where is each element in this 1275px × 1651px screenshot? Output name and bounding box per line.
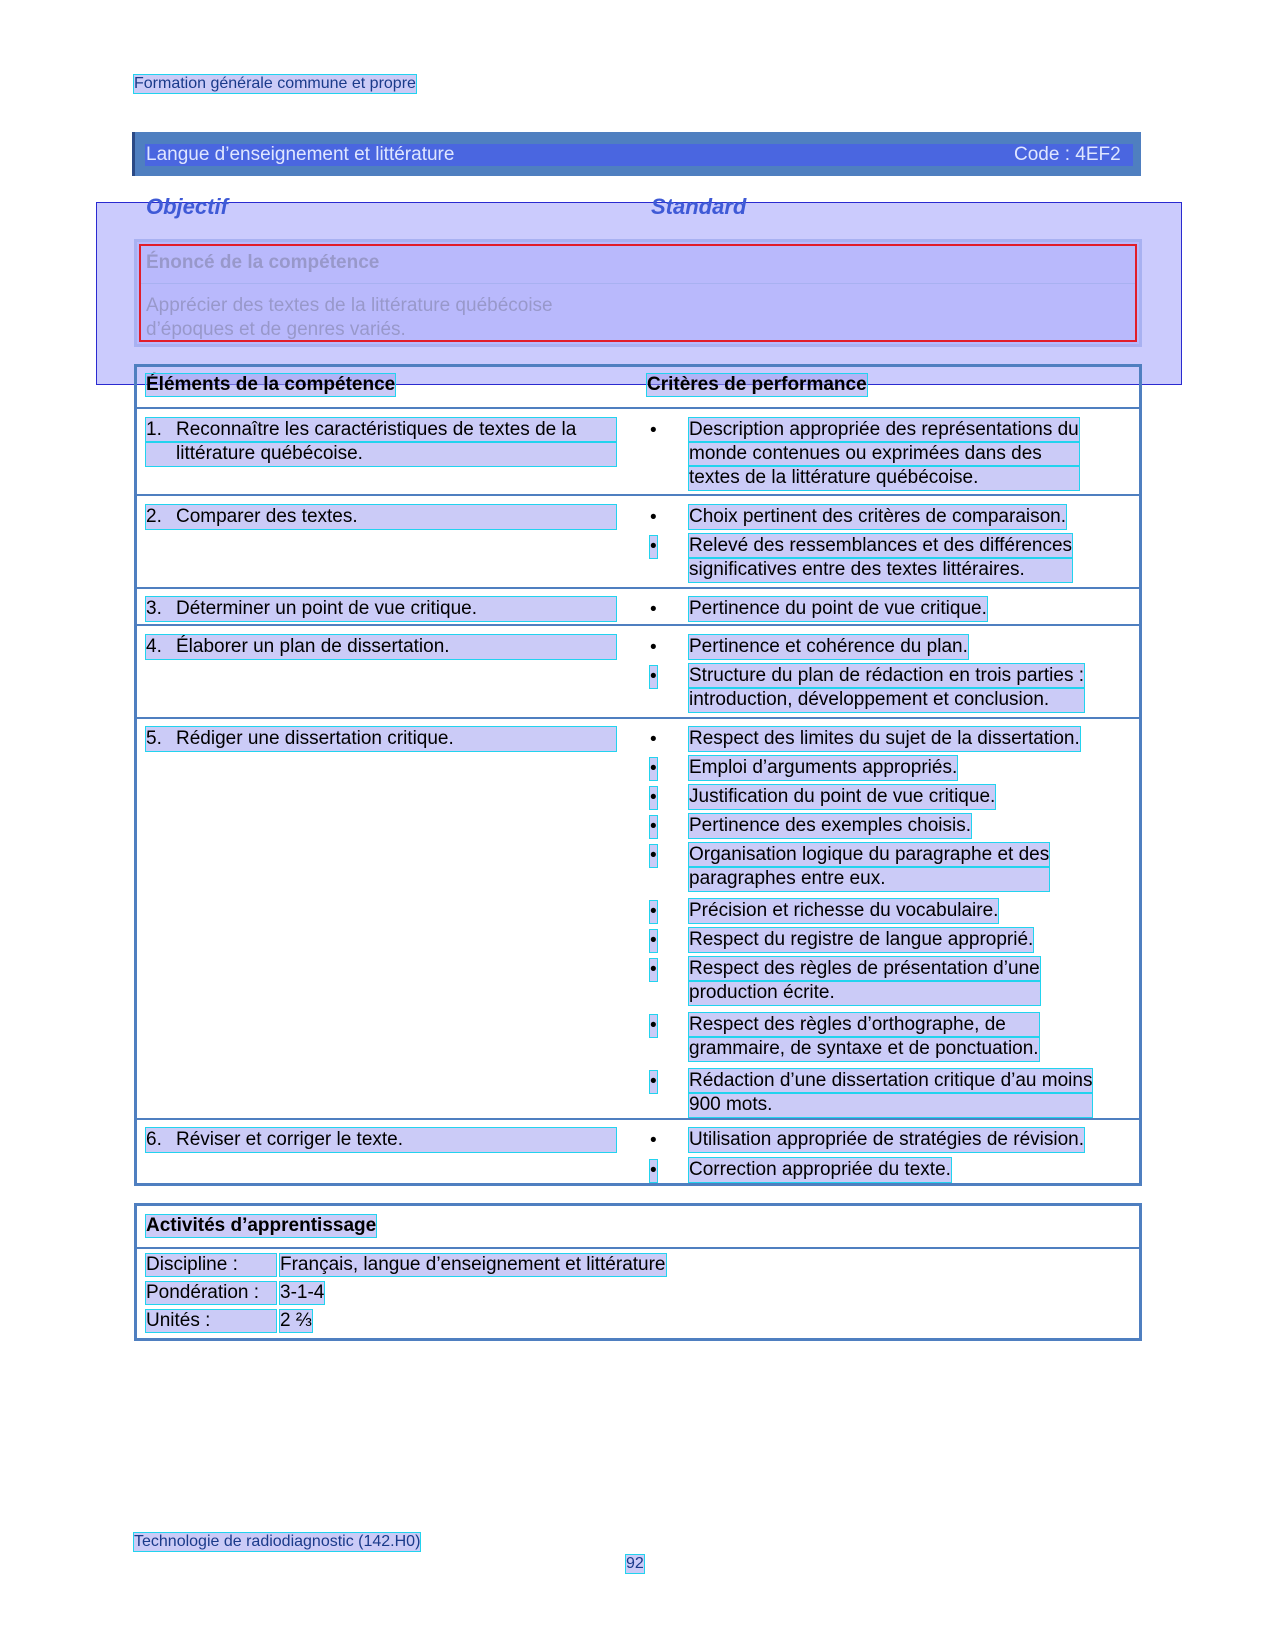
element-number: 1. xyxy=(146,419,162,440)
table-row-element-2 xyxy=(146,505,616,529)
page-number: 92 xyxy=(626,1555,644,1572)
bullet-icon: • xyxy=(650,729,657,750)
bullet-icon: • xyxy=(650,816,657,837)
table-row-element-4 xyxy=(146,635,616,659)
criterion: Pertinence du point de vue critique. xyxy=(689,598,987,619)
criterion: Pertinence et cohérence du plan. xyxy=(689,636,968,657)
criterion-line: Structure du plan de rédaction en trois parties : xyxy=(689,665,1085,686)
discipline-value: Français, langue d’enseignement et littérature xyxy=(280,1254,666,1275)
learning-activities-heading: Activités d’apprentissage xyxy=(146,1215,377,1236)
bullet-icon: • xyxy=(650,758,657,779)
ponderation-label: Pondération : xyxy=(146,1282,276,1304)
element-text: Déterminer un point de vue critique. xyxy=(176,598,477,619)
bullet-icon: • xyxy=(650,420,657,441)
row-divider xyxy=(134,717,1142,719)
criterion: Précision et richesse du vocabulaire. xyxy=(689,900,999,921)
bullet-icon: • xyxy=(650,845,657,866)
criterion-line: Relevé des ressemblances et des différences xyxy=(689,535,1073,556)
element-text: Reconnaître les caractéristiques de textes de la xyxy=(176,419,577,440)
bullet-icon: • xyxy=(650,959,657,980)
criterion-line: Description appropriée des représentations du xyxy=(689,419,1079,440)
criterion: Choix pertinent des critères de comparaison. xyxy=(689,506,1067,527)
criterion xyxy=(689,1013,1039,1061)
ponderation-value: 3-1-4 xyxy=(280,1282,325,1303)
criterion: Emploi d’arguments appropriés. xyxy=(689,757,958,778)
criterion xyxy=(689,1069,1092,1117)
divider xyxy=(134,1247,1142,1249)
standard-label: Standard xyxy=(651,194,747,219)
course-code: Code : 4EF2 xyxy=(1014,144,1121,165)
criterion xyxy=(689,534,1072,582)
criterion-line: paragraphes entre eux. xyxy=(689,867,1049,891)
selected-region-outline xyxy=(139,244,1137,342)
element-number: 2. xyxy=(146,506,162,527)
table-row-element-1 xyxy=(146,418,616,466)
course-title: Langue d’enseignement et littérature xyxy=(146,144,455,165)
column-header-criteria: Critères de performance xyxy=(647,374,867,395)
criterion-line: introduction, développement et conclusion. xyxy=(689,688,1084,712)
criterion xyxy=(689,957,1040,1005)
criterion: Justification du point de vue critique. xyxy=(689,786,996,807)
discipline-label: Discipline : xyxy=(146,1254,276,1276)
criterion-line: monde contenues ou exprimées dans des xyxy=(689,442,1079,466)
element-text: Élaborer un plan de dissertation. xyxy=(176,636,450,657)
criterion-line: grammaire, de syntaxe et de ponctuation. xyxy=(689,1038,1039,1059)
bullet-icon: • xyxy=(650,787,657,808)
table-row-element-5 xyxy=(146,727,616,751)
criterion: Respect du registre de langue approprié. xyxy=(689,929,1034,950)
bullet-icon: • xyxy=(650,637,657,658)
criterion-line: production écrite. xyxy=(689,981,1040,1005)
element-number: 4. xyxy=(146,636,162,657)
criterion xyxy=(689,418,1079,490)
column-header-elements: Éléments de la compétence xyxy=(146,374,396,395)
footer-program: Technologie de radiodiagnostic (142.H0) xyxy=(134,1533,421,1550)
bullet-icon: • xyxy=(650,536,657,557)
element-number: 6. xyxy=(146,1129,162,1150)
criterion: Respect des limites du sujet de la dissertation. xyxy=(689,728,1080,749)
criterion-line: Organisation logique du paragraphe et des xyxy=(689,844,1050,865)
criterion: Pertinence des exemples choisis. xyxy=(689,815,971,836)
criterion xyxy=(689,843,1049,891)
criterion-line: textes de la littérature québécoise. xyxy=(689,466,1079,490)
bullet-icon: • xyxy=(650,1160,657,1181)
element-number: 5. xyxy=(146,728,162,749)
criterion xyxy=(689,664,1084,712)
row-divider xyxy=(134,407,1142,409)
bullet-icon: • xyxy=(650,901,657,922)
criterion: Correction appropriée du texte. xyxy=(689,1159,951,1180)
criterion-line: significatives entre des textes littéraires. xyxy=(689,558,1072,582)
criterion-line: Rédaction d’une dissertation critique d’au moins xyxy=(689,1070,1093,1091)
criterion-line: Respect des règles d’orthographe, de xyxy=(689,1013,1039,1037)
row-divider xyxy=(134,1118,1142,1120)
element-text: Rédiger une dissertation critique. xyxy=(176,728,454,749)
bullet-icon: • xyxy=(650,666,657,687)
element-number: 3. xyxy=(146,598,162,619)
bullet-icon: • xyxy=(650,599,657,620)
row-divider xyxy=(134,624,1142,626)
element-text: Comparer des textes. xyxy=(176,506,358,527)
criterion: Utilisation appropriée de stratégies de révision. xyxy=(689,1129,1084,1150)
element-text: littérature québécoise. xyxy=(146,442,616,466)
bullet-icon: • xyxy=(650,1071,657,1092)
bullet-icon: • xyxy=(650,930,657,951)
criterion-line: Respect des règles de présentation d’une xyxy=(689,958,1040,979)
unites-label: Unités : xyxy=(146,1310,276,1332)
objectif-label: Objectif xyxy=(146,194,228,219)
table-row-element-6 xyxy=(146,1128,616,1152)
table-row-element-3 xyxy=(146,597,616,621)
criterion-line: 900 mots. xyxy=(689,1093,1092,1117)
element-text: Réviser et corriger le texte. xyxy=(176,1129,404,1150)
unites-value: 2 ⅔ xyxy=(280,1310,312,1331)
row-divider xyxy=(134,494,1142,496)
bullet-icon: • xyxy=(650,507,657,528)
row-divider xyxy=(134,587,1142,589)
document-section-header: Formation générale commune et propre xyxy=(134,75,416,92)
bullet-icon: • xyxy=(650,1015,657,1036)
bullet-icon: • xyxy=(650,1130,657,1151)
